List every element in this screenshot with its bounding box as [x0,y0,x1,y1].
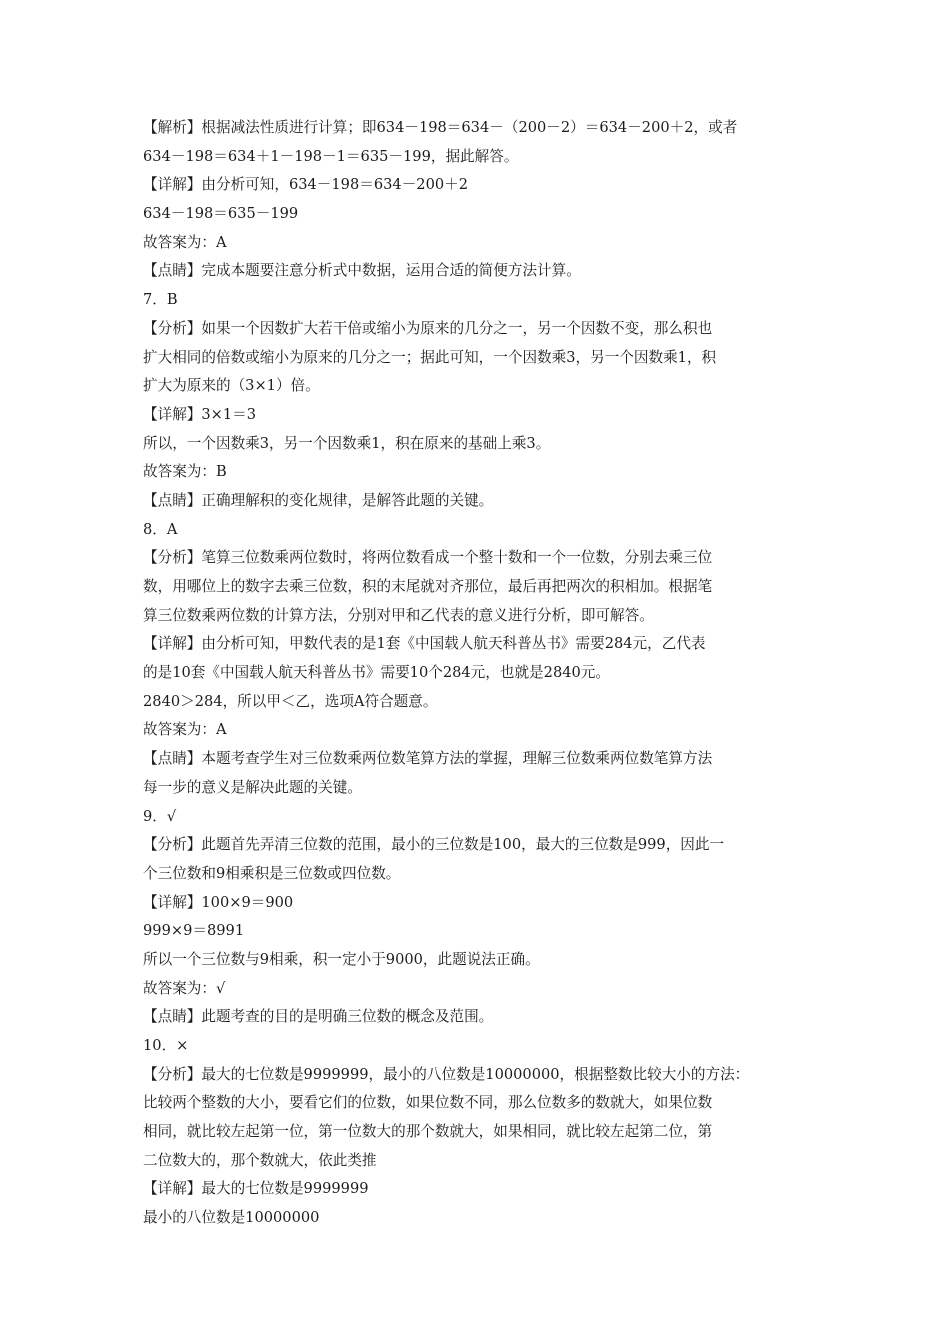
comment-line: 【点睛】正确理解积的变化规律，是解答此题的关键。 [143,491,494,509]
analysis-line: 比较两个整数的大小，要看它们的位数，如果位数不同，那么位数多的数就大，如果位数 [143,1094,713,1112]
detail-line: 的是10套《中国载人航天科普丛书》需要10个284元，也就是2840元。 [143,664,610,682]
answer-line: 故答案为：A [143,233,227,251]
analysis-line: 【分析】笔算三位数乘两位数时，将两位数看成一个整十数和一个一位数，分别去乘三位 [143,549,713,567]
question-number: 10．× [143,1037,189,1054]
detail-line: 2840＞284，所以甲＜乙，选项A符合题意。 [143,692,438,710]
analysis-line: 【解析】根据减法性质进行计算；即634－198＝634－（200－2）＝634－200＋2，或者 [143,119,738,136]
analysis-line: 【分析】此题首先弄清三位数的范围，最小的三位数是100，最大的三位数是999，因此一 [143,836,725,854]
question-number: 8．A [143,520,178,538]
analysis-line: 634－198＝634＋1－198－1＝635－199，据此解答。 [143,147,519,165]
analysis-line: 【分析】如果一个因数扩大若干倍或缩小为原来的几分之一，另一个因数不变，那么积也 [143,319,713,337]
detail-line: 【详解】由分析可知，甲数代表的是1套《中国载人航天科普丛书》需要284元，乙代表 [143,635,706,653]
detail-line: 所以，一个因数乘3，另一个因数乘1，积在原来的基础上乘3。 [143,434,551,452]
detail-line: 999×9＝8991 [143,922,245,940]
answer-line: 故答案为：B [143,463,227,481]
analysis-line: 扩大为原来的（3×1）倍。 [143,377,320,395]
detail-line: 最小的八位数是10000000 [143,1209,320,1227]
analysis-line: 相同，就比较左起第一位，第一位数大的那个数就大，如果相同，就比较左起第二位，第 [143,1123,713,1141]
detail-line: 所以一个三位数与9相乘，积一定小于9000，此题说法正确。 [143,950,540,968]
question-number: 9．√ [143,807,177,825]
detail-line: 【详解】3×1＝3 [143,405,257,423]
analysis-line: 扩大相同的倍数或缩小为原来的几分之一；据此可知，一个因数乘3，另一个因数乘1，积 [143,348,717,366]
detail-line: 【详解】100×9＝900 [143,893,294,911]
answer-line: 故答案为：√ [143,979,226,997]
comment-line: 【点睛】此题考查的目的是明确三位数的概念及范围。 [143,1008,494,1026]
analysis-line: 算三位数乘两位数的计算方法，分别对甲和乙代表的意义进行分析，即可解答。 [143,606,654,624]
analysis-line: 个三位数和9相乘积是三位数或四位数。 [143,864,401,882]
comment-line: 【点睛】本题考查学生对三位数乘两位数笔算方法的掌握，理解三位数乘两位数笔算方法 [143,750,713,768]
analysis-line: 【分析】最大的七位数是9999999，最小的八位数是10000000，根据整数比较大小的方法： [143,1065,750,1083]
question-number: 7．B [143,291,178,309]
detail-line: 634－198＝635－199 [143,205,299,223]
detail-line: 【详解】由分析可知，634－198＝634－200＋2 [143,176,469,194]
comment-line: 【点睛】完成本题要注意分析式中数据，运用合适的简便方法计算。 [143,262,581,280]
analysis-line: 数，用哪位上的数字去乘三位数，积的末尾就对齐那位，最后再把两次的积相加。根据笔 [143,578,713,595]
detail-line: 【详解】最大的七位数是9999999 [143,1180,369,1198]
answer-line: 故答案为：A [143,721,227,739]
analysis-line: 二位数大的，那个数就大，依此类推 [143,1151,377,1169]
document-page [143,114,808,1233]
comment-line: 每一步的意义是解决此题的关键。 [143,778,362,796]
